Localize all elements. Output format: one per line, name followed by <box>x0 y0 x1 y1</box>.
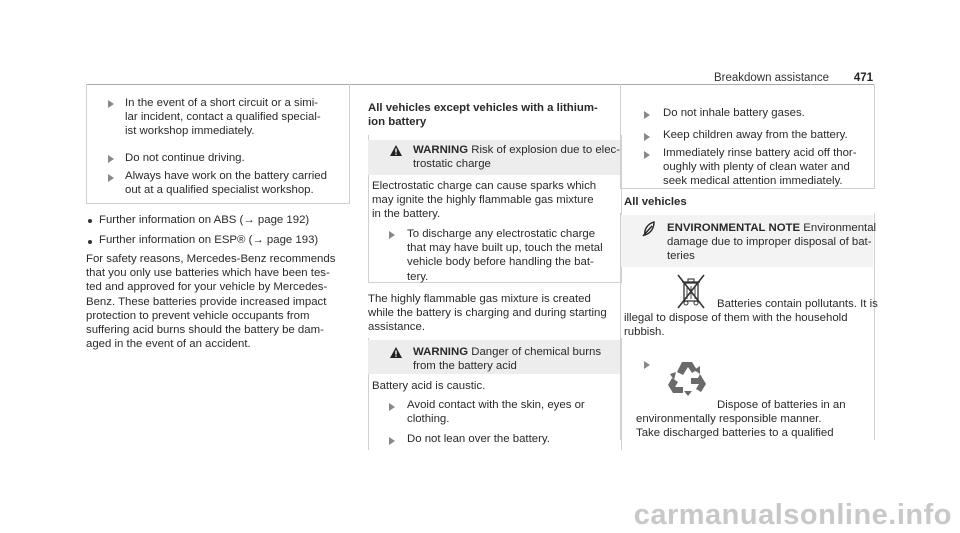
recycling-icon <box>664 358 712 402</box>
arrow-icon <box>108 174 114 182</box>
arrow-icon <box>389 437 395 445</box>
arrow-icon <box>108 100 114 108</box>
arrow-icon <box>389 403 395 411</box>
section-heading: All vehicles except vehicles with a lithium- ion battery <box>368 102 598 129</box>
warning-title: WARNING Risk of explosion due to elec- trostatic charge <box>413 144 621 171</box>
list-item: In the event of a short circuit or a simi- lar incident, contact a qualified special- ist workshop immediately. <box>125 97 321 138</box>
arrow-icon <box>644 151 650 159</box>
list-item: Always have work on the battery carried out at a qualified specialist workshop. <box>125 170 327 197</box>
list-item: Avoid contact with the skin, eyes or clothing. <box>407 399 585 426</box>
warning-title: WARNING Danger of chemical burns from the battery acid <box>413 346 602 373</box>
list-item: Do not inhale battery gases. <box>663 107 805 119</box>
page-number: 471 <box>853 72 873 84</box>
gas-mixture-paragraph: The highly flammable gas mixture is created while the battery is charging and during starting assistance. <box>368 293 607 334</box>
watermark: carmanualsonline.info <box>633 499 952 531</box>
list-item: Immediately rinse battery acid off thor- oughly with plenty of clean water and seek medical attention immediately. <box>663 147 857 188</box>
page-header-title: Breakdown assistance <box>713 72 829 84</box>
pollutants-text: Batteries contain pollutants. It is illegal to dispose of them with the household rubbish. <box>624 298 878 339</box>
bullet-icon <box>88 240 92 244</box>
battery-recommendation-paragraph: For safety reasons, Mercedes-Benz recommends that you only use batteries which have been tes- ted and approved for your vehicle by Mercedes- Benz. These batteries provide increased impact protection to prevent vehicle occupants from suffering acid burns should the battery be dam- aged in the event of an accident. <box>86 253 336 351</box>
warning-body: Electrostatic charge can cause sparks which may ignite the highly flammable gas mixture in the battery. <box>372 180 597 221</box>
list-item: Do not lean over the battery. <box>407 433 550 445</box>
list-item: Keep children away from the battery. <box>663 129 848 141</box>
arrow-icon <box>389 231 395 239</box>
warning-triangle-icon <box>390 347 402 358</box>
warning-triangle-icon <box>390 145 402 156</box>
arrow-icon <box>644 133 650 141</box>
environment-leaf-icon <box>642 221 656 237</box>
environmental-note-title: ENVIRONMENTAL NOTE Environmental damage due to improper disposal of bat- teries <box>667 222 877 263</box>
arrow-icon <box>644 361 650 369</box>
abs-reference-link[interactable]: Further information on ABS (→ page 192) <box>99 214 310 226</box>
esp-reference-link[interactable]: Further information on ESP® (→ page 193) <box>99 234 319 246</box>
section-heading: All vehicles <box>624 196 687 208</box>
arrow-icon <box>644 111 650 119</box>
dispose-instruction-text: Dispose of batteries in an environmentally responsible manner. Take discharged batteries to a qualified <box>636 399 846 440</box>
list-item: To discharge any electrostatic charge that may have built up, touch the metal vehicle body before handling the bat- tery. <box>407 228 603 283</box>
arrow-icon <box>108 155 114 163</box>
bullet-icon <box>88 219 92 223</box>
warning-body: Battery acid is caustic. <box>372 380 486 392</box>
list-item: Do not continue driving. <box>125 152 245 164</box>
